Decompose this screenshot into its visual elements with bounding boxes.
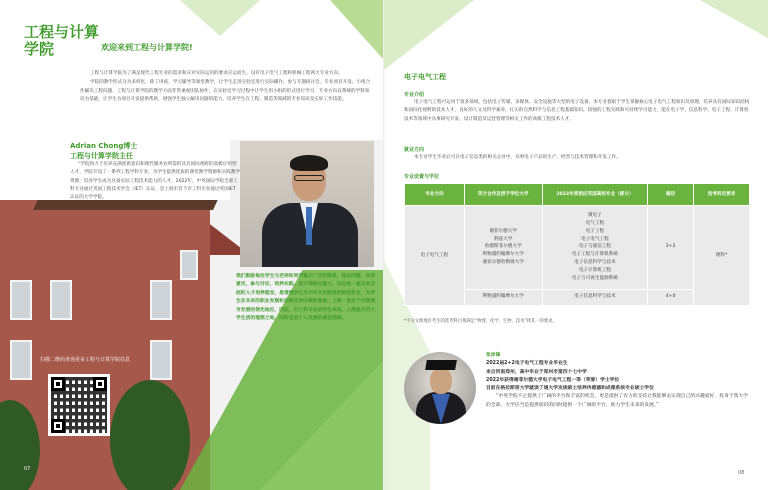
decor-triangle (384, 0, 474, 70)
table-cell: 利物浦约翰摩尔大学 (464, 289, 542, 305)
intro-text: 电子电气工程可运用于很多领域，包括电子传媒、多媒体、安全设施等大型的电子设备。本专业着眼于学生掌握核心电子电气工程知识及原理，培养具有国际知识结构和国际化视野的技术人才，良好的人文及科学素养，扎实的自然科学与信息工程基础知识，较强的工程实践和可持续学习能力，能在电子学、信息科学、电子工程、计算机技术等领域中从事研究开发、设计制造及运营管理等相关工作的高级工程技术人才。 (404, 100, 750, 122)
welcome-heading: 欢迎来到工程与计算学院! (101, 43, 193, 52)
section-title: 电子电气工程 (404, 73, 446, 81)
footnote: *不分文理地区考生的选考科目须满足“物理、化学、生物、技术”择其一的要求。 (404, 319, 557, 324)
dean-quote: “学院致力于培养充满创新意识和现代服务业所需的具有国际视野的高级应用型人才，学院开设了一系列工程学科专业，为学生提供优质的课堂教学资源和实践教学资源，培养学生成为具备实际工程技术能力的人才。2022年，中英国际学院全部工科专业通过英国工程技术学会（IET）认证，是上海市首个有工科专业通过英国IET认证的大学学院。 (70, 162, 240, 201)
decor-triangle (330, 0, 384, 60)
table-header: 2023年度相应英国高校专业（部分） (542, 184, 648, 206)
major: 电子与通信工程 (578, 244, 611, 250)
page-number: 07 (24, 466, 31, 472)
major: 电子信息科学与技术 (574, 260, 616, 266)
table-cell: 理科* (694, 206, 750, 306)
university: 利物浦约翰摩尔大学 (482, 252, 524, 258)
major: 电子工程与计算机系统 (571, 252, 618, 258)
table-cell: 电子电气工程 (405, 206, 465, 306)
major: 电子工程 (585, 228, 605, 234)
dean-portrait (240, 141, 374, 267)
intro-paragraph: 工程与计算学院为了满足现代工程专业的需求和应对实际运用的要求应运而生，设有电子电气工程和机械工程两大专业方向。 (90, 71, 343, 76)
career-text: 本专业学生毕业后可在电子信息类的相关企业中，从事电子产品的生产、经营与技术管理和开发工作。 (414, 155, 621, 160)
graduate-info: 2022届2+2电子电气工程专业毕业生 (486, 361, 568, 367)
table-header-row (405, 184, 750, 206)
dean-name: Adrian Chong博士 (70, 142, 138, 150)
dean-quote-block (70, 141, 240, 202)
graduate-name: 张沛锋 (486, 353, 501, 358)
table-header: 专业方向 (405, 184, 465, 206)
qr-label: 扫描二维码查询更多工程与计算学院信息 (40, 357, 131, 363)
major: 电子计算机工程 (578, 267, 611, 273)
graduate-photo (404, 352, 476, 424)
university: 谢菲尔德大学 (489, 228, 517, 234)
page-title: 工程与计算学院 (24, 23, 100, 58)
table-header: 选考科目要求 (694, 184, 750, 206)
table-cell (464, 206, 542, 290)
page-number: 08 (738, 470, 745, 476)
graduate-info: 2022年获得谢菲尔德大学电子电气工程一等（荣誉）学士学位 (486, 377, 620, 383)
decor-triangle (180, 0, 260, 36)
table-cell: 电子信息科学与技术 (542, 289, 648, 305)
table-header: 英方合作及授予学位大学 (464, 184, 542, 206)
qr-code[interactable] (48, 374, 110, 436)
graduate-quote: “中英学院不止提供了广阔的平台和丰富的机会，更是提供了有力的支持让我能够去实现自己的兴趣爱好，投身于我大学的全部，大学应当是提供知识的同时提供一个广阔的平台，助力学生未来的发展。” (486, 394, 748, 408)
university: 谢菲尔德哈勒姆大学 (482, 260, 524, 266)
intro-heading: 专业介绍 (404, 92, 425, 98)
decor-triangle (700, 0, 768, 38)
intro-text (80, 70, 372, 105)
table-cell: 4+0 (648, 289, 694, 305)
table-cell: 2+2 (648, 206, 694, 290)
programs-table (404, 183, 750, 306)
table-header: 路径 (648, 184, 694, 206)
table-heading: 专业设置与学位 (404, 174, 440, 180)
graduate-profile (486, 352, 752, 410)
graduate-info: 目前在格拉斯哥大学就读了通大学攻读硕士培养传感器和成像系统专业硕士学位 (486, 386, 654, 392)
major: 电子电气工程 (581, 236, 609, 242)
university: 利兹大学 (493, 236, 513, 242)
university: 哈德斯菲尔德大学 (484, 244, 522, 250)
table-cell (542, 206, 648, 290)
dean-role: 工程与计算学院主任 (70, 152, 133, 160)
intro-paragraph: 学院的教学形式分为多样化，除了讲座、学习辅导等课堂教学，让学生走进实验室进行实际操作，参与专题研讨会、专业项目开发、小组合作解决工程问题、工程与计算学院的教学方面非常重视团队协作，在实验室学习过程中让学生用小组的形式进行学习，专业方向以系统的学科知识为基础，让学生为项目开发提供帮助，增强学生独立解决问题的能力，培养学生在工程、制造等领域的专业知识及实际工作技能。 (80, 80, 371, 102)
major: 电子与可再生能源系统 (571, 275, 618, 281)
graduate-info: 来自河南郑州，高中毕业于郑州市第四十七中学 (486, 369, 587, 375)
major: 电气工程 (585, 221, 605, 227)
major: 微电子 (588, 213, 602, 219)
career-heading: 就业方向 (404, 147, 425, 153)
green-quote: 我们鼓励每位学生与老师和同学建立广泛的联系，提出问题，发表意见，参与讨论，培养实践、设计等综合能力，这也是一直以来全面的人才培养理念，是增强学生与中外文化联系的极佳机会，为学生在未来的职业发展和实际运用中做好准备。上海一直处于中国城市发展的领先地位，因此，对工科专业的学生来说，上海是开启大学生活的理想之地，同时也是个人发展的最佳选择。 (236, 274, 376, 322)
table-row (405, 206, 750, 290)
